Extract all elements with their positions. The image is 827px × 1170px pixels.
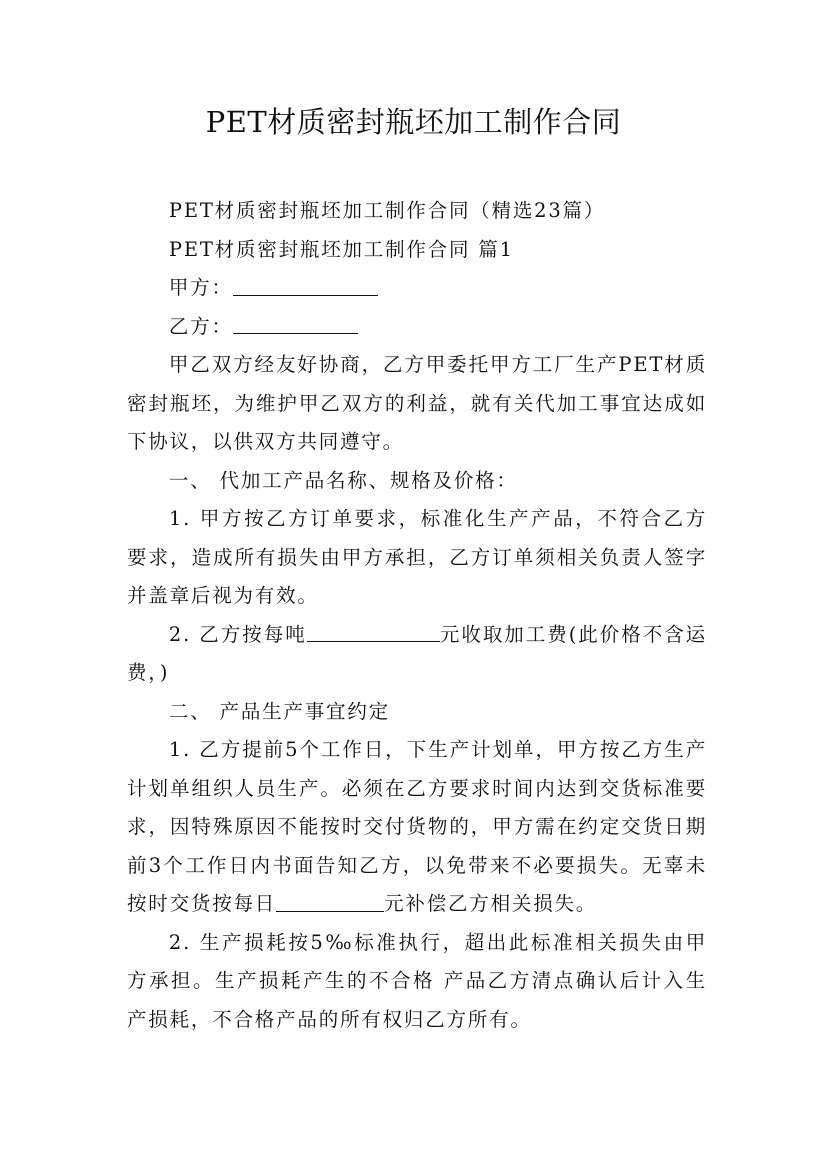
party-b-blank bbox=[233, 314, 358, 335]
party-a-line bbox=[127, 269, 707, 308]
section2-heading: 二、 产品生产事宜约定 bbox=[168, 699, 390, 723]
section1-item2-suffix: 元收取加工费(此价格不含运费，) bbox=[127, 622, 707, 684]
section1-heading: 一、 代加工产品名称、规格及价格： bbox=[168, 468, 518, 492]
section2-item1-suffix: 元补偿乙方相关损失。 bbox=[384, 892, 598, 915]
document-body bbox=[127, 192, 707, 1039]
document-subtitle: PET材质密封瓶坯加工制作合同（精选23篇） bbox=[168, 199, 606, 222]
daily-compensation-blank bbox=[276, 891, 384, 912]
section1-item1: 1. 甲方按乙方订单要求，标准化生产产品，不符合乙方要求，造成所有损失由甲方承担，乙方订单须相关负责人签字并盖章后视为有效。 bbox=[127, 507, 707, 607]
chapter-heading: PET材质密封瓶坯加工制作合同 篇1 bbox=[168, 237, 514, 261]
section2-item1-prefix: 1. 乙方提前5个工作日，下生产计划单，甲方按乙方生产计划单组织人员生产。必须在乙方要求时间内达到交货标准要求，因特殊原因不能按时交付货物的，甲方需在约定交货日期前3个工作日内书面告知乙方，以免带来不必要损失。无辜未按时交货按每日 bbox=[127, 738, 707, 915]
section1-item2 bbox=[127, 616, 707, 693]
price-blank bbox=[307, 622, 440, 643]
section2-item1 bbox=[127, 731, 707, 924]
party-a-blank bbox=[233, 275, 378, 296]
party-b-line bbox=[127, 308, 707, 347]
section2-item2: 2. 生产损耗按5‰标准执行，超出此标准相关损失由甲方承担。生产损耗产生的不合格 产品乙方清点确认后计入生产损耗，不合格产品的所有权归乙方所有。 bbox=[127, 930, 707, 1031]
section1-item2-prefix: 2. 乙方按每吨 bbox=[168, 622, 307, 646]
party-b-label: 乙方： bbox=[168, 314, 233, 338]
party-a-label: 甲方： bbox=[168, 276, 233, 299]
intro-paragraph: 甲乙双方经友好协商，乙方甲委托甲方工厂生产PET材质密封瓶坯，为维护甲乙双方的利益，就有关代加工事宜达成如下协议，以供双方共同遵守。 bbox=[127, 353, 707, 453]
document-title: PET材质密封瓶坯加工制作合同 bbox=[205, 105, 622, 139]
